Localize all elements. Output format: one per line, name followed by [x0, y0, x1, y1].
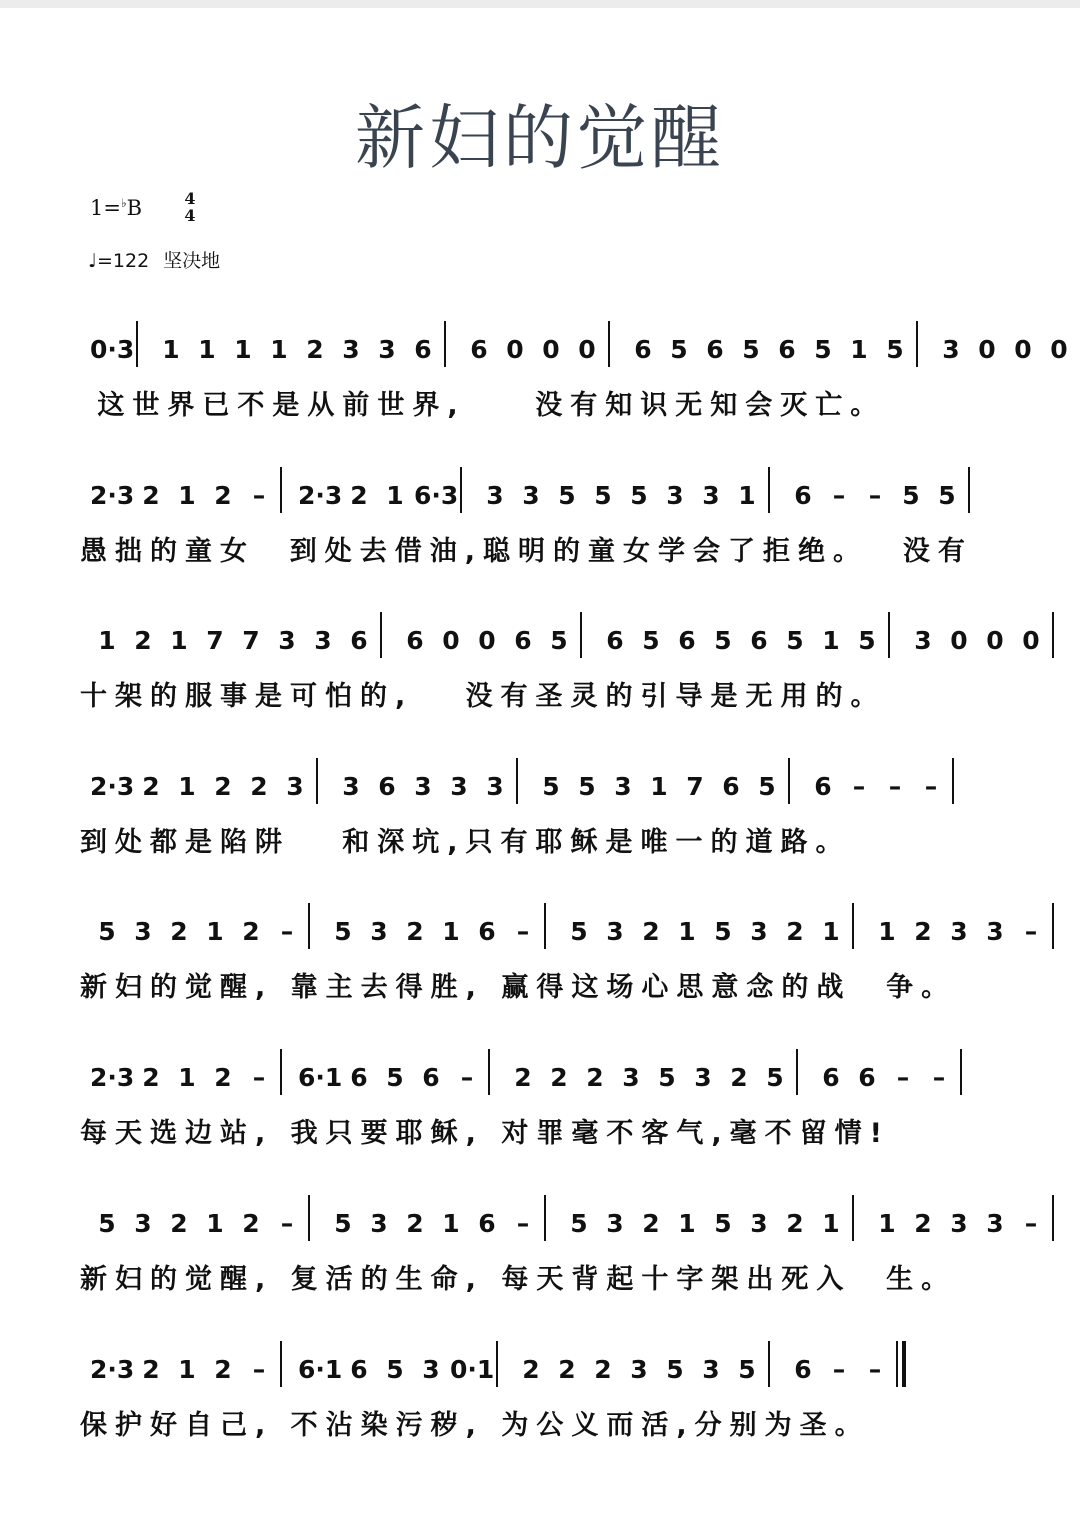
note: 5 — [334, 1209, 352, 1238]
note: 3 — [134, 1209, 152, 1238]
note: 6·1 — [298, 1355, 343, 1384]
bar-line — [308, 1195, 310, 1241]
note: 1 — [386, 481, 404, 510]
note: 5 — [858, 626, 876, 655]
note: 1 — [822, 626, 840, 655]
note: 1 — [270, 335, 288, 364]
note: 2 — [250, 772, 268, 801]
note: 2 — [514, 1063, 532, 1092]
note: 1 — [162, 335, 180, 364]
lyrics-row: 十架的服事是可怕的, 没有圣灵的引导是无用的。 — [80, 681, 886, 712]
note: 5 — [570, 917, 588, 946]
note: 1 — [178, 1355, 196, 1384]
note: 6 — [478, 917, 496, 946]
bar-line — [496, 1341, 498, 1387]
bar-line — [1052, 612, 1054, 658]
bar-line — [960, 1049, 962, 1095]
note: 0·1 — [450, 1355, 495, 1384]
note: 2 — [914, 1209, 932, 1238]
bar-line — [516, 758, 518, 804]
bar-line — [544, 903, 546, 949]
note: 3 — [486, 772, 504, 801]
note: 2 — [786, 917, 804, 946]
note: 1 — [178, 1063, 196, 1092]
note: – — [460, 1063, 474, 1092]
note: – — [280, 1209, 294, 1238]
note: 0 — [442, 626, 460, 655]
note: 0 — [1050, 335, 1068, 364]
score-line — [0, 1355, 1080, 1500]
note: 5 — [714, 626, 732, 655]
note: 5 — [766, 1063, 784, 1092]
lyrics-row: 这世界已不是从前世界, 没有知识无知会灭亡。 — [80, 390, 886, 421]
bar-line — [280, 1049, 282, 1095]
note: 6 — [634, 335, 652, 364]
note: 6 — [794, 481, 812, 510]
bar-line — [916, 321, 918, 367]
note: 2 — [914, 917, 932, 946]
note: 5 — [742, 335, 760, 364]
note: 5 — [670, 335, 688, 364]
note: 2 — [242, 917, 260, 946]
lyrics-row: 保护好自己, 不沾染污秽, 为公义而活,分别为圣。 — [80, 1410, 870, 1441]
note: 1 — [234, 335, 252, 364]
note: 6 — [822, 1063, 840, 1092]
bar-line — [888, 612, 890, 658]
bar-line — [308, 903, 310, 949]
note: 0 — [950, 626, 968, 655]
note: 5 — [578, 772, 596, 801]
note: 6 — [814, 772, 832, 801]
note: 1 — [178, 481, 196, 510]
key-signature: 1=♭B — [90, 196, 143, 220]
song-title: 新妇的觉醒 — [355, 97, 725, 179]
note: 6 — [606, 626, 624, 655]
note: 1 — [650, 772, 668, 801]
note: 2 — [142, 1063, 160, 1092]
bar-line — [488, 1049, 490, 1095]
note: – — [852, 772, 866, 801]
note: 3 — [134, 917, 152, 946]
score-line — [0, 772, 1080, 917]
note: 2 — [558, 1355, 576, 1384]
bar-line — [852, 903, 854, 949]
note: 2 — [406, 917, 424, 946]
note: 6·1 — [298, 1063, 343, 1092]
note: 2 — [142, 1355, 160, 1384]
note: 2 — [142, 772, 160, 801]
note: 6 — [470, 335, 488, 364]
note: 1 — [178, 772, 196, 801]
note: 5 — [714, 1209, 732, 1238]
note: 3 — [286, 772, 304, 801]
bar-line — [1052, 903, 1054, 949]
note: 1 — [98, 626, 116, 655]
note: 2·3 — [298, 481, 343, 510]
note: 3 — [450, 772, 468, 801]
note: – — [252, 1063, 266, 1092]
note: 3 — [702, 481, 720, 510]
note: 2 — [214, 481, 232, 510]
note: 2·3 — [90, 1355, 135, 1384]
note: 1 — [198, 335, 216, 364]
note: 5 — [386, 1355, 404, 1384]
note: 5 — [814, 335, 832, 364]
note: 5 — [902, 481, 920, 510]
note: – — [868, 481, 882, 510]
note: 5 — [886, 335, 904, 364]
note: 3 — [694, 1063, 712, 1092]
score-line — [0, 626, 1080, 771]
note: 6 — [350, 1063, 368, 1092]
note: 3 — [750, 917, 768, 946]
bar-line — [902, 1341, 906, 1387]
bar-line — [280, 467, 282, 513]
bar-line — [136, 321, 138, 367]
bar-line — [768, 1341, 770, 1387]
note: 6 — [706, 335, 724, 364]
note: 3 — [986, 917, 1004, 946]
note: 1 — [206, 917, 224, 946]
note: 5 — [550, 626, 568, 655]
lyrics-row: 每天选边站, 我只要耶稣, 对罪毫不客气,毫不留情! — [80, 1118, 890, 1149]
note: 3 — [422, 1355, 440, 1384]
bar-line — [380, 612, 382, 658]
lyrics-row: 新妇的觉醒, 复活的生命, 每天背起十字架出死入 生。 — [80, 1264, 957, 1295]
note: 0 — [986, 626, 1004, 655]
note: 2 — [170, 917, 188, 946]
note: 2 — [142, 481, 160, 510]
note: 0 — [1022, 626, 1040, 655]
note: 2 — [406, 1209, 424, 1238]
note: 2 — [642, 917, 660, 946]
score-line — [0, 1209, 1080, 1354]
note: – — [932, 1063, 946, 1092]
note: – — [252, 481, 266, 510]
note: 1 — [678, 917, 696, 946]
note: 3 — [314, 626, 332, 655]
note: – — [516, 1209, 530, 1238]
note: – — [896, 1063, 910, 1092]
note: 2 — [730, 1063, 748, 1092]
note: 3 — [630, 1355, 648, 1384]
note: – — [280, 917, 294, 946]
note: 1 — [442, 917, 460, 946]
note: 1 — [442, 1209, 460, 1238]
note: 2·3 — [90, 772, 135, 801]
note: 3 — [342, 772, 360, 801]
note: 0 — [578, 335, 596, 364]
bar-line — [544, 1195, 546, 1241]
note: 5 — [98, 917, 116, 946]
note: 5 — [98, 1209, 116, 1238]
note: 5 — [558, 481, 576, 510]
note: 1 — [822, 1209, 840, 1238]
note: 3 — [986, 1209, 1004, 1238]
bar-line — [896, 1341, 898, 1387]
note: – — [888, 772, 902, 801]
lyrics-row: 到处都是陷阱 和深坑,只有耶稣是唯一的道路。 — [80, 827, 851, 858]
note: – — [832, 1355, 846, 1384]
note: 3 — [278, 626, 296, 655]
note: – — [516, 917, 530, 946]
note: 5 — [594, 481, 612, 510]
note: 6 — [750, 626, 768, 655]
note: 3 — [750, 1209, 768, 1238]
note: 5 — [386, 1063, 404, 1092]
note: 1 — [850, 335, 868, 364]
note: 2 — [134, 626, 152, 655]
note: 3 — [914, 626, 932, 655]
score-line — [0, 917, 1080, 1062]
note: 7 — [686, 772, 704, 801]
top-strip — [0, 0, 1080, 8]
score-line — [0, 1063, 1080, 1208]
note: 3 — [702, 1355, 720, 1384]
note: 3 — [606, 1209, 624, 1238]
bar-line — [316, 758, 318, 804]
bar-line — [1052, 1195, 1054, 1241]
note: 1 — [878, 917, 896, 946]
note: 3 — [622, 1063, 640, 1092]
bar-line — [444, 321, 446, 367]
note: 0 — [542, 335, 560, 364]
tempo-marking: ♩=122 坚决地 — [88, 250, 221, 272]
time-signature: 4 4 — [184, 189, 196, 225]
lyrics-row: 新妇的觉醒, 靠主去得胜, 赢得这场心思意念的战 争。 — [80, 972, 957, 1003]
note: 3 — [342, 335, 360, 364]
note: 2 — [214, 1355, 232, 1384]
note: 6 — [406, 626, 424, 655]
note: 6 — [794, 1355, 812, 1384]
note: – — [1024, 1209, 1038, 1238]
note: 2·3 — [90, 481, 135, 510]
note: 6·3 — [414, 481, 459, 510]
note: 0 — [478, 626, 496, 655]
note: 2 — [522, 1355, 540, 1384]
note: 3 — [950, 1209, 968, 1238]
note: 0 — [506, 335, 524, 364]
score-line — [0, 335, 1080, 480]
bar-line — [608, 321, 610, 367]
bar-line — [788, 758, 790, 804]
note: 6 — [422, 1063, 440, 1092]
note: 6 — [678, 626, 696, 655]
bar-line — [952, 758, 954, 804]
note: 6 — [350, 626, 368, 655]
note: – — [1024, 917, 1038, 946]
note: 2·3 — [90, 1063, 135, 1092]
score-line — [0, 481, 1080, 626]
bar-line — [852, 1195, 854, 1241]
note: 5 — [542, 772, 560, 801]
note: 5 — [758, 772, 776, 801]
note: 3 — [486, 481, 504, 510]
bar-line — [796, 1049, 798, 1095]
note: – — [252, 1355, 266, 1384]
note: 0 — [978, 335, 996, 364]
note: – — [832, 481, 846, 510]
note: 1 — [878, 1209, 896, 1238]
note: 5 — [786, 626, 804, 655]
note: 2 — [642, 1209, 660, 1238]
note: 2 — [594, 1355, 612, 1384]
note: 5 — [630, 481, 648, 510]
note: – — [868, 1355, 882, 1384]
note: 2 — [550, 1063, 568, 1092]
bar-line — [580, 612, 582, 658]
bar-line — [968, 467, 970, 513]
note: 6 — [778, 335, 796, 364]
note: 2 — [214, 1063, 232, 1092]
note: 1 — [822, 917, 840, 946]
note: 6 — [414, 335, 432, 364]
note: 6 — [722, 772, 740, 801]
note: 3 — [666, 481, 684, 510]
note: 5 — [714, 917, 732, 946]
note: 1 — [206, 1209, 224, 1238]
note: 3 — [614, 772, 632, 801]
note: 7 — [242, 626, 260, 655]
note: 6 — [514, 626, 532, 655]
note: 6 — [858, 1063, 876, 1092]
note: 5 — [938, 481, 956, 510]
note: 0·3 — [90, 335, 135, 364]
note: 3 — [378, 335, 396, 364]
note: 2 — [350, 481, 368, 510]
note: 3 — [370, 1209, 388, 1238]
note: 0 — [1014, 335, 1032, 364]
note: 1 — [170, 626, 188, 655]
note: 6 — [478, 1209, 496, 1238]
lyrics-row: 愚拙的童女 到处去借油,聪明的童女学会了拒绝。 没有 — [80, 536, 973, 567]
note: 2 — [786, 1209, 804, 1238]
note: 5 — [334, 917, 352, 946]
note: 1 — [738, 481, 756, 510]
note: 5 — [738, 1355, 756, 1384]
bar-line — [460, 467, 462, 513]
note: 3 — [414, 772, 432, 801]
note: 3 — [950, 917, 968, 946]
bar-line — [768, 467, 770, 513]
note: 3 — [522, 481, 540, 510]
note: 5 — [666, 1355, 684, 1384]
note: 5 — [642, 626, 660, 655]
note: 3 — [370, 917, 388, 946]
note: 2 — [214, 772, 232, 801]
bar-line — [280, 1341, 282, 1387]
note: 3 — [942, 335, 960, 364]
note: 2 — [586, 1063, 604, 1092]
note: 2 — [306, 335, 324, 364]
note: 3 — [606, 917, 624, 946]
note: 5 — [658, 1063, 676, 1092]
note: 5 — [570, 1209, 588, 1238]
note: 2 — [170, 1209, 188, 1238]
note: – — [924, 772, 938, 801]
note: 6 — [378, 772, 396, 801]
note: 1 — [678, 1209, 696, 1238]
note: 6 — [350, 1355, 368, 1384]
note: 2 — [242, 1209, 260, 1238]
note: 7 — [206, 626, 224, 655]
